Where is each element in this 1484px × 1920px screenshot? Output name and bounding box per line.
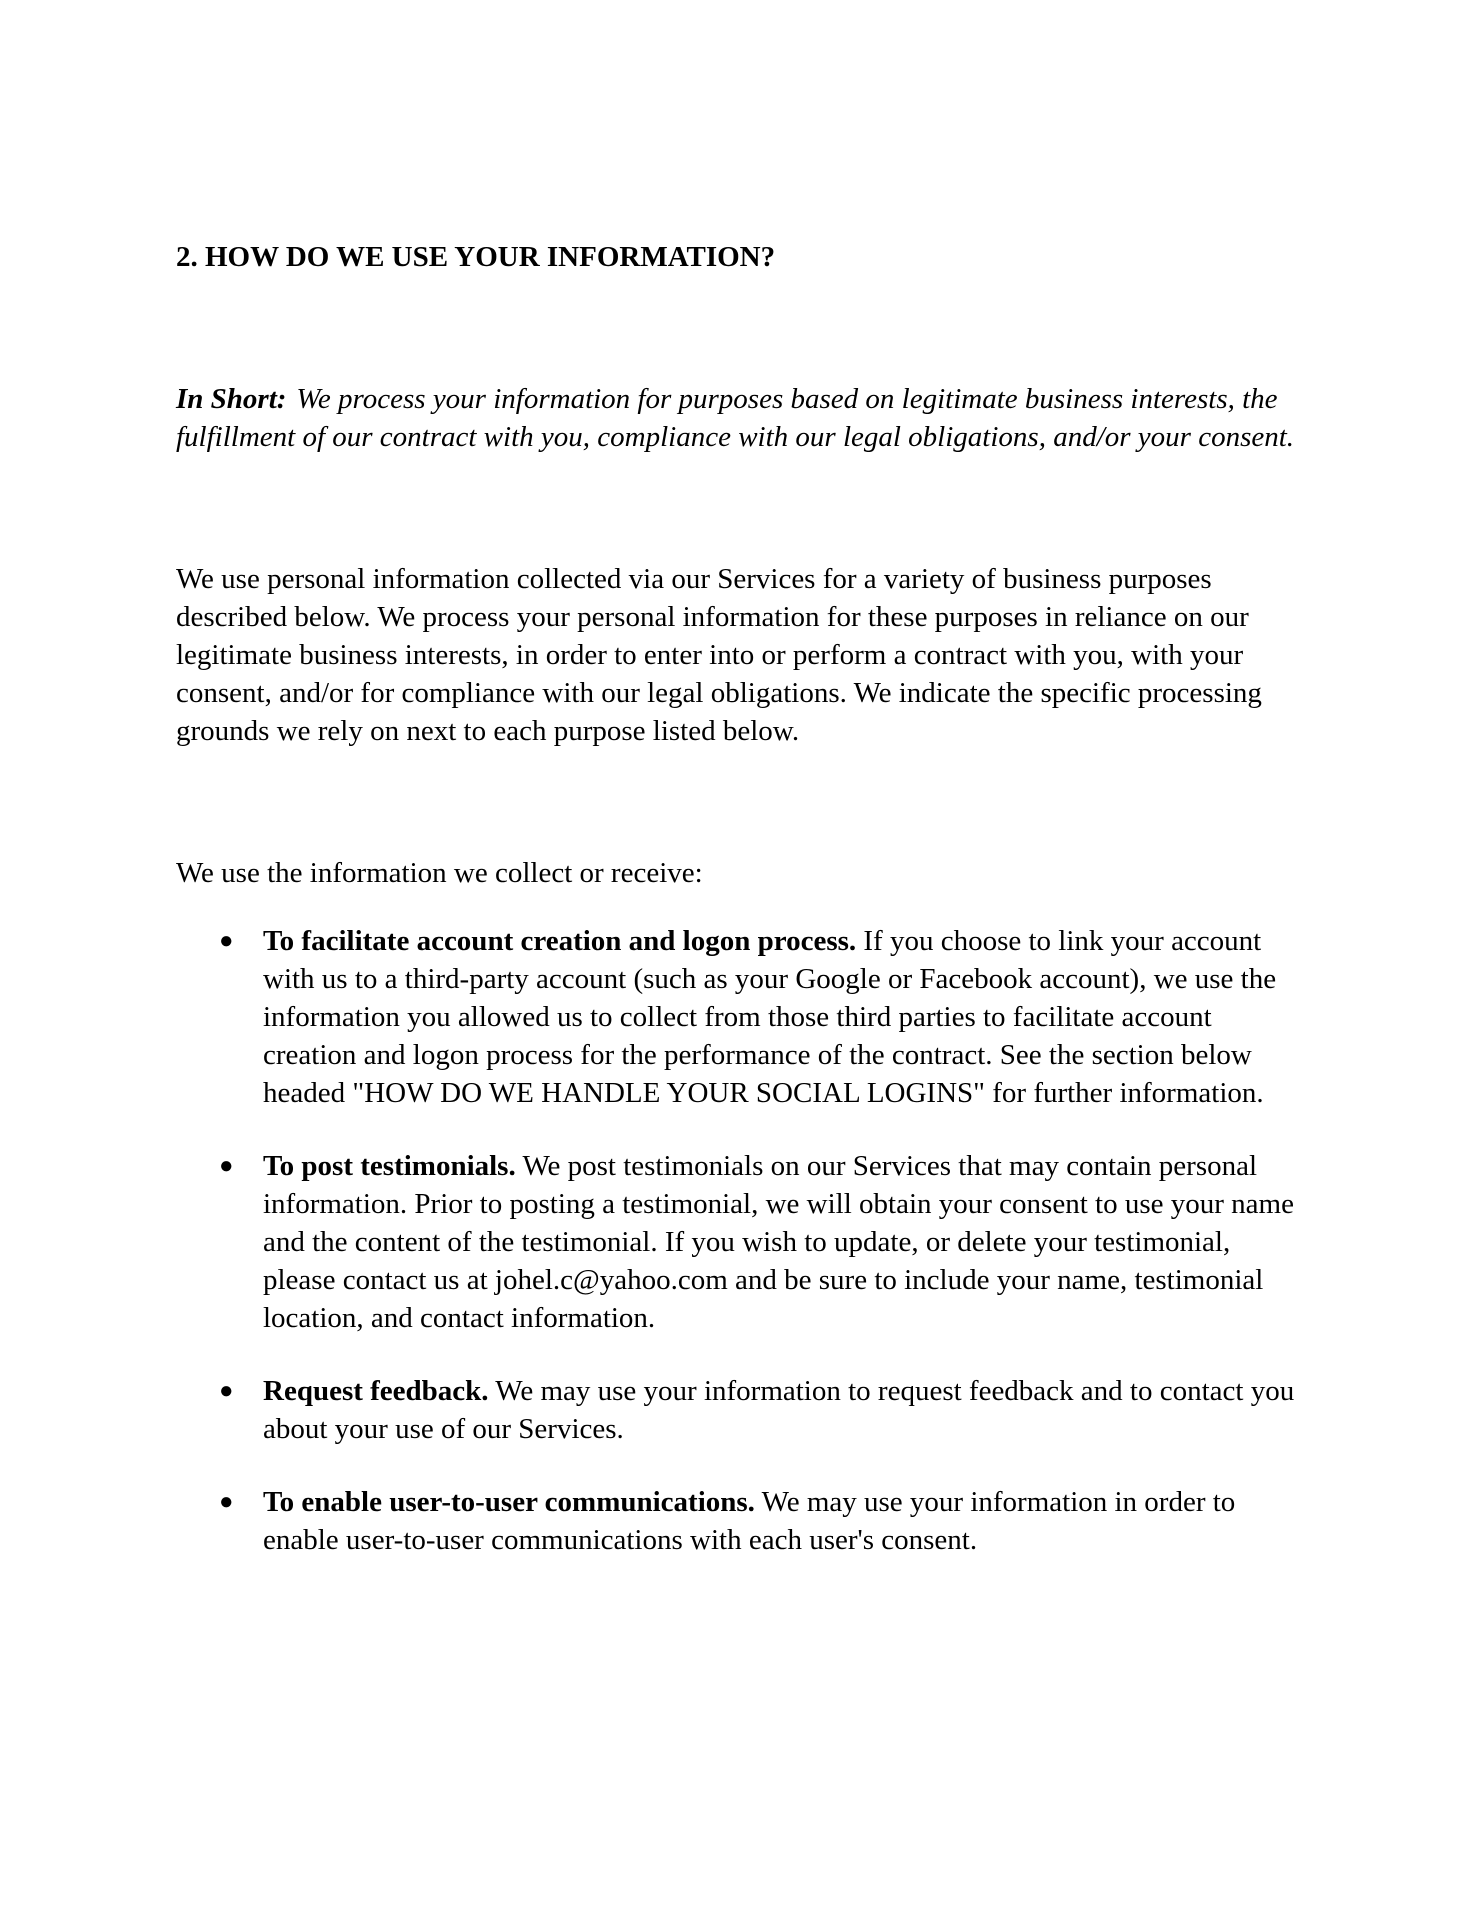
in-short-text: We process your information for purposes based on legitimate business interests, the fulfillment of our contract with you, compliance with our legal obligations, and/or your consent. bbox=[176, 383, 1295, 453]
list-item-title: To post testimonials. bbox=[263, 1150, 516, 1182]
list-item-text: We post testimonials on our Services that may contain personal information. Prior to posting a testimonial, we will obtain your consent to use your name and the content of the testimonial. If you wish to update, or delete your testimonial, please contact us at johel.c@yahoo.com and be sure to include your name, testimonial location, and contact information. bbox=[263, 1150, 1294, 1334]
list-item bbox=[176, 1147, 1326, 1337]
list-item-title: To enable user-to-user communications. bbox=[263, 1486, 755, 1518]
bullet-icon: ● bbox=[219, 928, 234, 954]
bullet-icon: ● bbox=[219, 1153, 234, 1179]
document-content bbox=[176, 238, 1326, 1594]
purposes-paragraph: We use personal information collected via our Services for a variety of business purposes described below. We process your personal information for these purposes in reliance on our legitimate business interests, in order to enter into or perform a contract with you, with your consent, and/or for compliance with our legal obligations. We indicate the specific processing grounds we rely on next to each purpose listed below. bbox=[176, 563, 1262, 747]
list-item-title: To facilitate account creation and logon process. bbox=[263, 925, 857, 957]
purposes-list bbox=[176, 922, 1326, 1559]
list-item-text: We may use your information to request feedback and to contact you about your use of our Services. bbox=[263, 1375, 1295, 1445]
purposes-intro: We use the information we collect or receive: bbox=[176, 857, 703, 889]
bullet-icon: ● bbox=[219, 1378, 234, 1404]
section-heading: 2. HOW DO WE USE YOUR INFORMATION? bbox=[176, 241, 776, 273]
bullet-icon: ● bbox=[219, 1489, 234, 1515]
in-short-label: In Short: bbox=[176, 383, 287, 415]
list-item-text: If you choose to link your account with us to a third-party account (such as your Google or Facebook account), we use the information you allowed us to collect from those third parties to facilitate account creation and logon process for the performance of the contract. See the section below headed "HOW DO WE HANDLE YOUR SOCIAL LOGINS" for further information. bbox=[263, 925, 1277, 1109]
in-short-summary bbox=[176, 380, 1326, 456]
list-item-text: We may use your information in order to enable user-to-user communications with each user's consent. bbox=[263, 1486, 1236, 1556]
list-item bbox=[176, 1483, 1326, 1559]
list-item bbox=[176, 1372, 1326, 1448]
list-item bbox=[176, 922, 1326, 1112]
list-item-title: Request feedback. bbox=[263, 1375, 489, 1407]
